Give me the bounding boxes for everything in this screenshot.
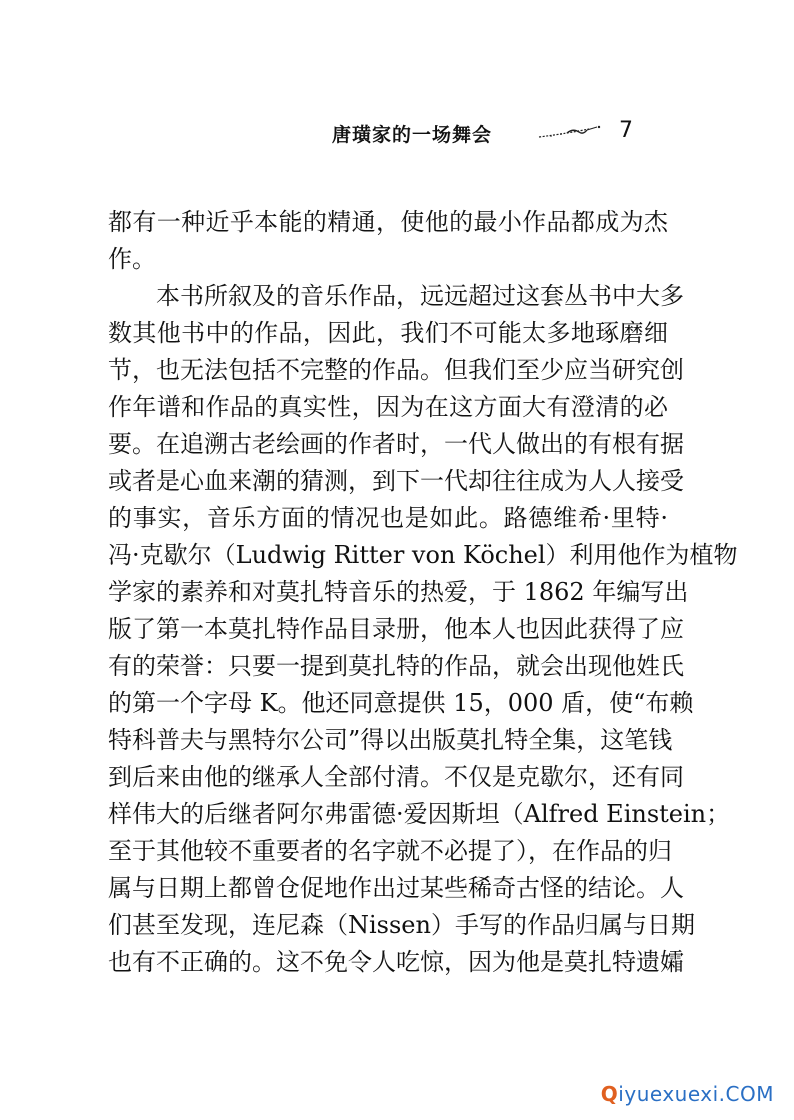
text-line: 至于其他较不重要者的名字就不必提了），在作品的归	[108, 837, 672, 865]
site-watermark	[601, 1082, 774, 1106]
text-line: 属与日期上都曾仓促地作出过某些稀奇古怪的结论。人	[108, 874, 684, 902]
ornament-flourish-icon	[537, 124, 603, 140]
text-line: 作年谱和作品的真实性，因为在这方面大有澄清的必	[108, 393, 668, 421]
text-line: 有的荣誉：只要一提到莫扎特的作品，就会出现他姓氏	[108, 652, 684, 680]
text-line: 的第一个字母 K。他还同意提供 15，000 盾，使“布赖	[108, 689, 694, 717]
text-line: 数其他书中的作品，因此，我们不可能太多地琢磨细	[108, 319, 668, 347]
page-number: 7	[619, 118, 633, 143]
chapter-title: 唐璜家的一场舞会	[332, 124, 493, 146]
text-line: 的事实，音乐方面的情况也是如此。路德维希·里特·	[108, 504, 668, 532]
text-line: 都有一种近乎本能的精通，使他的最小作品都成为杰	[108, 208, 668, 236]
text-line: 要。在追溯古老绘画的作者时，一代人做出的有根有据	[108, 430, 684, 458]
running-header	[332, 120, 652, 150]
text-line: 节，也无法包括不完整的作品。但我们至少应当研究创	[108, 356, 684, 384]
text-line: 样伟大的后继者阿尔弗雷德·爱因斯坦（Alfred Einstein；	[108, 800, 731, 828]
text-line: 学家的素养和对莫扎特音乐的热爱，于 1862 年编写出	[108, 578, 689, 606]
text-line: 或者是心血来潮的猜测，到下一代却往往成为人人接受	[108, 467, 684, 495]
text-line: 们甚至发现，连尼森（Nissen）手写的作品归属与日期	[108, 911, 695, 939]
body-text	[108, 204, 738, 981]
text-line: 特科普夫与黑特尔公司”得以出版莫扎特全集，这笔钱	[108, 726, 673, 754]
watermark-prefix: Q	[600, 1082, 619, 1106]
watermark-text: iyuexuexi.COM	[618, 1082, 774, 1106]
text-line: 到后来由他的继承人全部付清。不仅是克歇尔，还有同	[108, 763, 684, 791]
text-line: 本书所叙及的音乐作品，远远超过这套丛书中大多	[156, 282, 684, 310]
text-line: 冯·克歇尔（Ludwig Ritter von Köchel）利用他作为植物	[108, 541, 738, 569]
text-line: 也有不正确的。这不免令人吃惊，因为他是莫扎特遗孀	[108, 948, 684, 976]
text-line: 版了第一本莫扎特作品目录册，他本人也因此获得了应	[108, 615, 684, 643]
text-line: 作。	[108, 245, 156, 273]
